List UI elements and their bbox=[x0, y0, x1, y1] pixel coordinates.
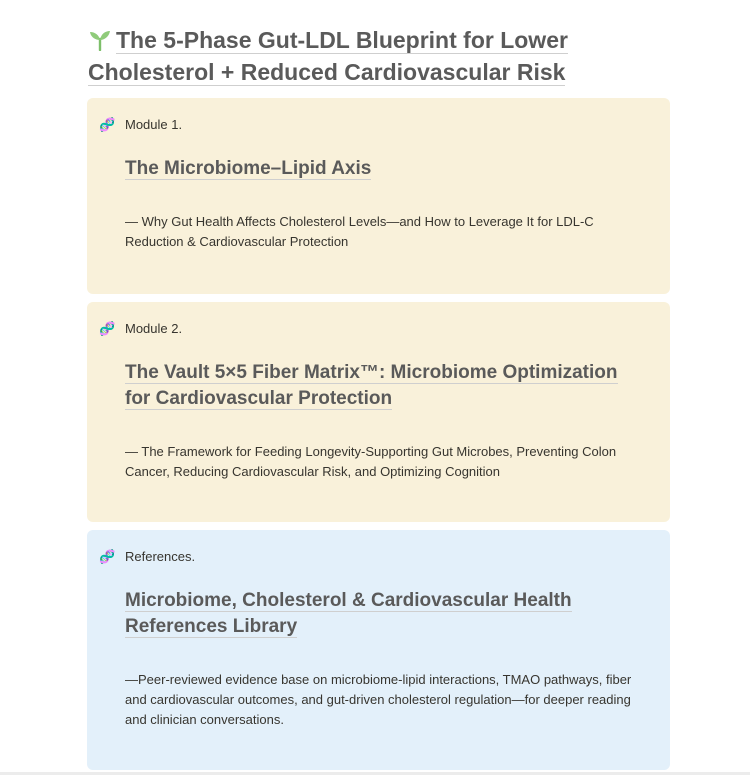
module-2-card[interactable] bbox=[87, 302, 670, 522]
card-description: — The Framework for Feeding Longevity-Supporting Gut Microbes, Preventing Colon Cancer, Reducing Cardiovascular Risk, and Optimizing Cognition bbox=[125, 444, 617, 479]
card-heading[interactable]: The Microbiome–Lipid Axis bbox=[125, 158, 372, 179]
dna-icon: 🧬 bbox=[99, 321, 116, 336]
card-label: References. bbox=[125, 549, 196, 564]
dna-icon: 🧬 bbox=[99, 549, 116, 564]
card-heading[interactable]: The Vault 5×5 Fiber Matrix™: Microbiome Optimization for Cardiovascular Protection bbox=[125, 362, 618, 409]
card-description: — Why Gut Health Affects Cholesterol Levels—and How to Leverage It for LDL-C Reduction & Cardiovascular Protection bbox=[125, 214, 594, 249]
card-description: —Peer-reviewed evidence base on microbiome-lipid interactions, TMAO pathways, fiber and cardiovascular outcomes, and gut-driven cholesterol regulation—for deeper reading and clinician conversations. bbox=[125, 672, 632, 727]
dna-icon: 🧬 bbox=[99, 117, 116, 132]
module-1-card[interactable] bbox=[87, 98, 670, 294]
page-title[interactable]: The 5-Phase Gut-LDL Blueprint for Lower Cholesterol + Reduced Cardiovascular Risk bbox=[88, 27, 568, 85]
sprout-icon bbox=[88, 29, 112, 51]
references-card[interactable] bbox=[87, 530, 670, 770]
card-heading[interactable]: Microbiome, Cholesterol & Cardiovascular Health References Library bbox=[125, 590, 572, 637]
card-label: Module 2. bbox=[125, 321, 183, 336]
card-label: Module 1. bbox=[125, 117, 183, 132]
